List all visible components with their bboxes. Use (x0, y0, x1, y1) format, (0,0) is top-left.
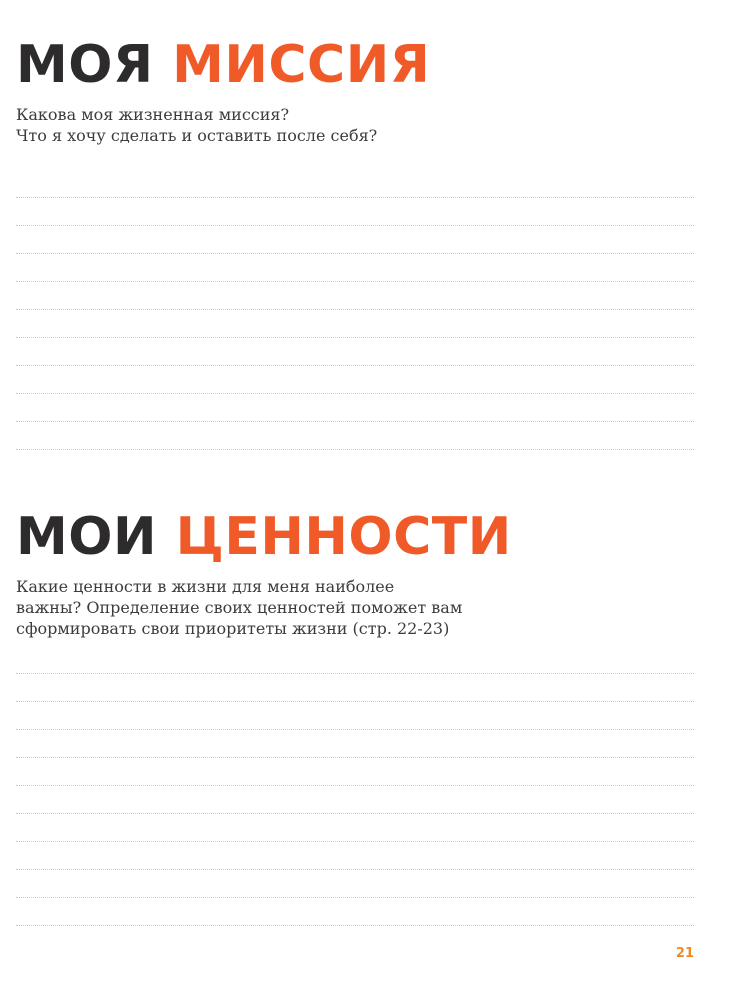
writing-line (16, 365, 694, 366)
writing-line (16, 421, 694, 422)
values-heading (16, 508, 694, 566)
writing-line (16, 869, 694, 870)
values-heading-accent: ЦЕННОСТИ (175, 507, 512, 567)
mission-prompt-line: Какова моя жизненная миссия? (16, 105, 290, 124)
page-number: 21 (675, 946, 694, 961)
mission-heading (16, 36, 694, 94)
values-writing-lines[interactable] (16, 673, 694, 953)
writing-line (16, 701, 694, 702)
mission-heading-accent: МИССИЯ (172, 35, 431, 95)
writing-line (16, 729, 694, 730)
writing-line (16, 673, 694, 674)
writing-line (16, 813, 694, 814)
mission-section (16, 36, 694, 146)
values-prompt-line: сформировать свои приоритеты жизни (стр. 22-23) (16, 619, 450, 638)
writing-line (16, 281, 694, 282)
writing-line (16, 197, 694, 198)
writing-line (16, 757, 694, 758)
mission-prompt (16, 104, 694, 146)
writing-line (16, 449, 694, 450)
writing-line (16, 309, 694, 310)
writing-line (16, 253, 694, 254)
writing-line (16, 225, 694, 226)
values-prompt (16, 576, 694, 639)
mission-heading-dark: МОЯ (16, 35, 154, 95)
writing-line (16, 841, 694, 842)
writing-line (16, 337, 694, 338)
writing-line (16, 785, 694, 786)
values-section (16, 508, 694, 639)
values-prompt-line: важны? Определение своих ценностей поможет вам (16, 598, 463, 617)
mission-prompt-line: Что я хочу сделать и оставить после себя? (16, 126, 378, 145)
values-heading-dark: МОИ (16, 507, 157, 567)
writing-line (16, 897, 694, 898)
mission-writing-lines[interactable] (16, 197, 694, 477)
writing-line (16, 393, 694, 394)
values-prompt-line: Какие ценности в жизни для меня наиболее (16, 577, 395, 596)
writing-line (16, 925, 694, 926)
